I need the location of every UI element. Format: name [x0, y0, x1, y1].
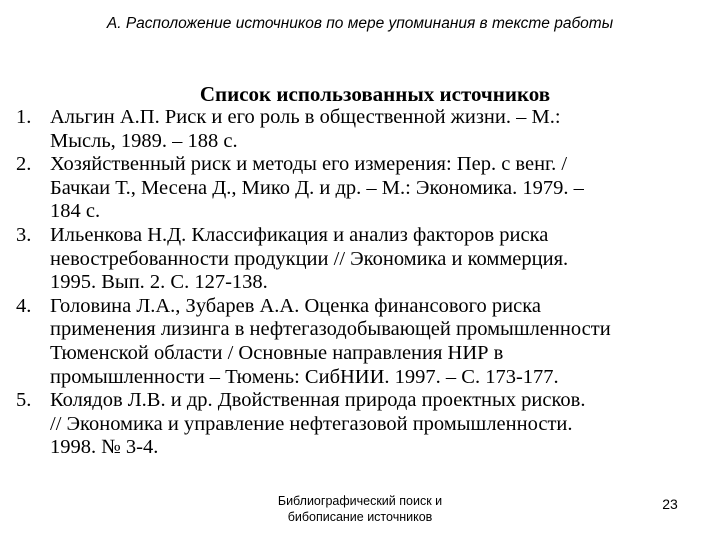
- footer-caption: [230, 493, 490, 525]
- source-text-line: невостребованности продукции // Экономика и коммерция.: [50, 247, 569, 270]
- source-item-5: [0, 389, 716, 460]
- source-item-2: [0, 153, 716, 224]
- source-text-line: применения лизинга в нефтегазодобывающей промышленности: [50, 318, 611, 341]
- source-number: 4.: [16, 294, 32, 317]
- source-item-4: [0, 295, 716, 389]
- source-text-line: Хозяйственный риск и методы его измерения: Пер. с венг. /: [50, 153, 568, 176]
- source-text-line: Бачкаи Т., Месена Д., Мико Д. и др. – М.: Экономика. 1979. –: [50, 176, 584, 199]
- source-text-line: Альгин А.П. Риск и его роль в общественной жизни. – М.:: [50, 106, 561, 128]
- source-text-line: 1995. Вып. 2. С. 127-138.: [50, 271, 268, 294]
- source-number: 5.: [16, 389, 32, 412]
- source-item-1: [0, 106, 716, 153]
- source-item-3: [0, 224, 716, 295]
- source-text-line: Головина Л.А., Зубарев А.А. Оценка финансового риска: [50, 294, 541, 317]
- source-number: 3.: [16, 223, 32, 246]
- footer-caption-line: бибописание источников: [287, 510, 433, 524]
- slide-heading: А. Расположение источников по мере упоминания в тексте работы: [106, 15, 614, 32]
- source-text-line: 184 с.: [50, 200, 101, 223]
- source-text-line: 1998. № 3-4.: [50, 436, 159, 459]
- page-number: 23: [662, 496, 678, 512]
- footer-caption-line: Библиографический поиск и: [277, 494, 443, 508]
- sources-list: [0, 106, 716, 460]
- source-text-line: Тюменской области / Основные направления НИР в: [50, 341, 504, 364]
- source-text-line: Мысль, 1989. – 188 с.: [50, 129, 238, 152]
- list-title: Список использованных источников: [199, 82, 551, 106]
- source-text-line: Колядов Л.В. и др. Двойственная природа проектных рисков.: [50, 389, 586, 412]
- source-text-line: промышленности – Тюмень: СибНИИ. 1997. – С. 173-177.: [50, 365, 559, 388]
- source-number: 1.: [16, 106, 32, 128]
- source-text-line: Ильенкова Н.Д. Классификация и анализ факторов риска: [50, 223, 549, 246]
- source-text-line: // Экономика и управление нефтегазовой промышленности.: [50, 412, 573, 435]
- source-number: 2.: [16, 153, 32, 176]
